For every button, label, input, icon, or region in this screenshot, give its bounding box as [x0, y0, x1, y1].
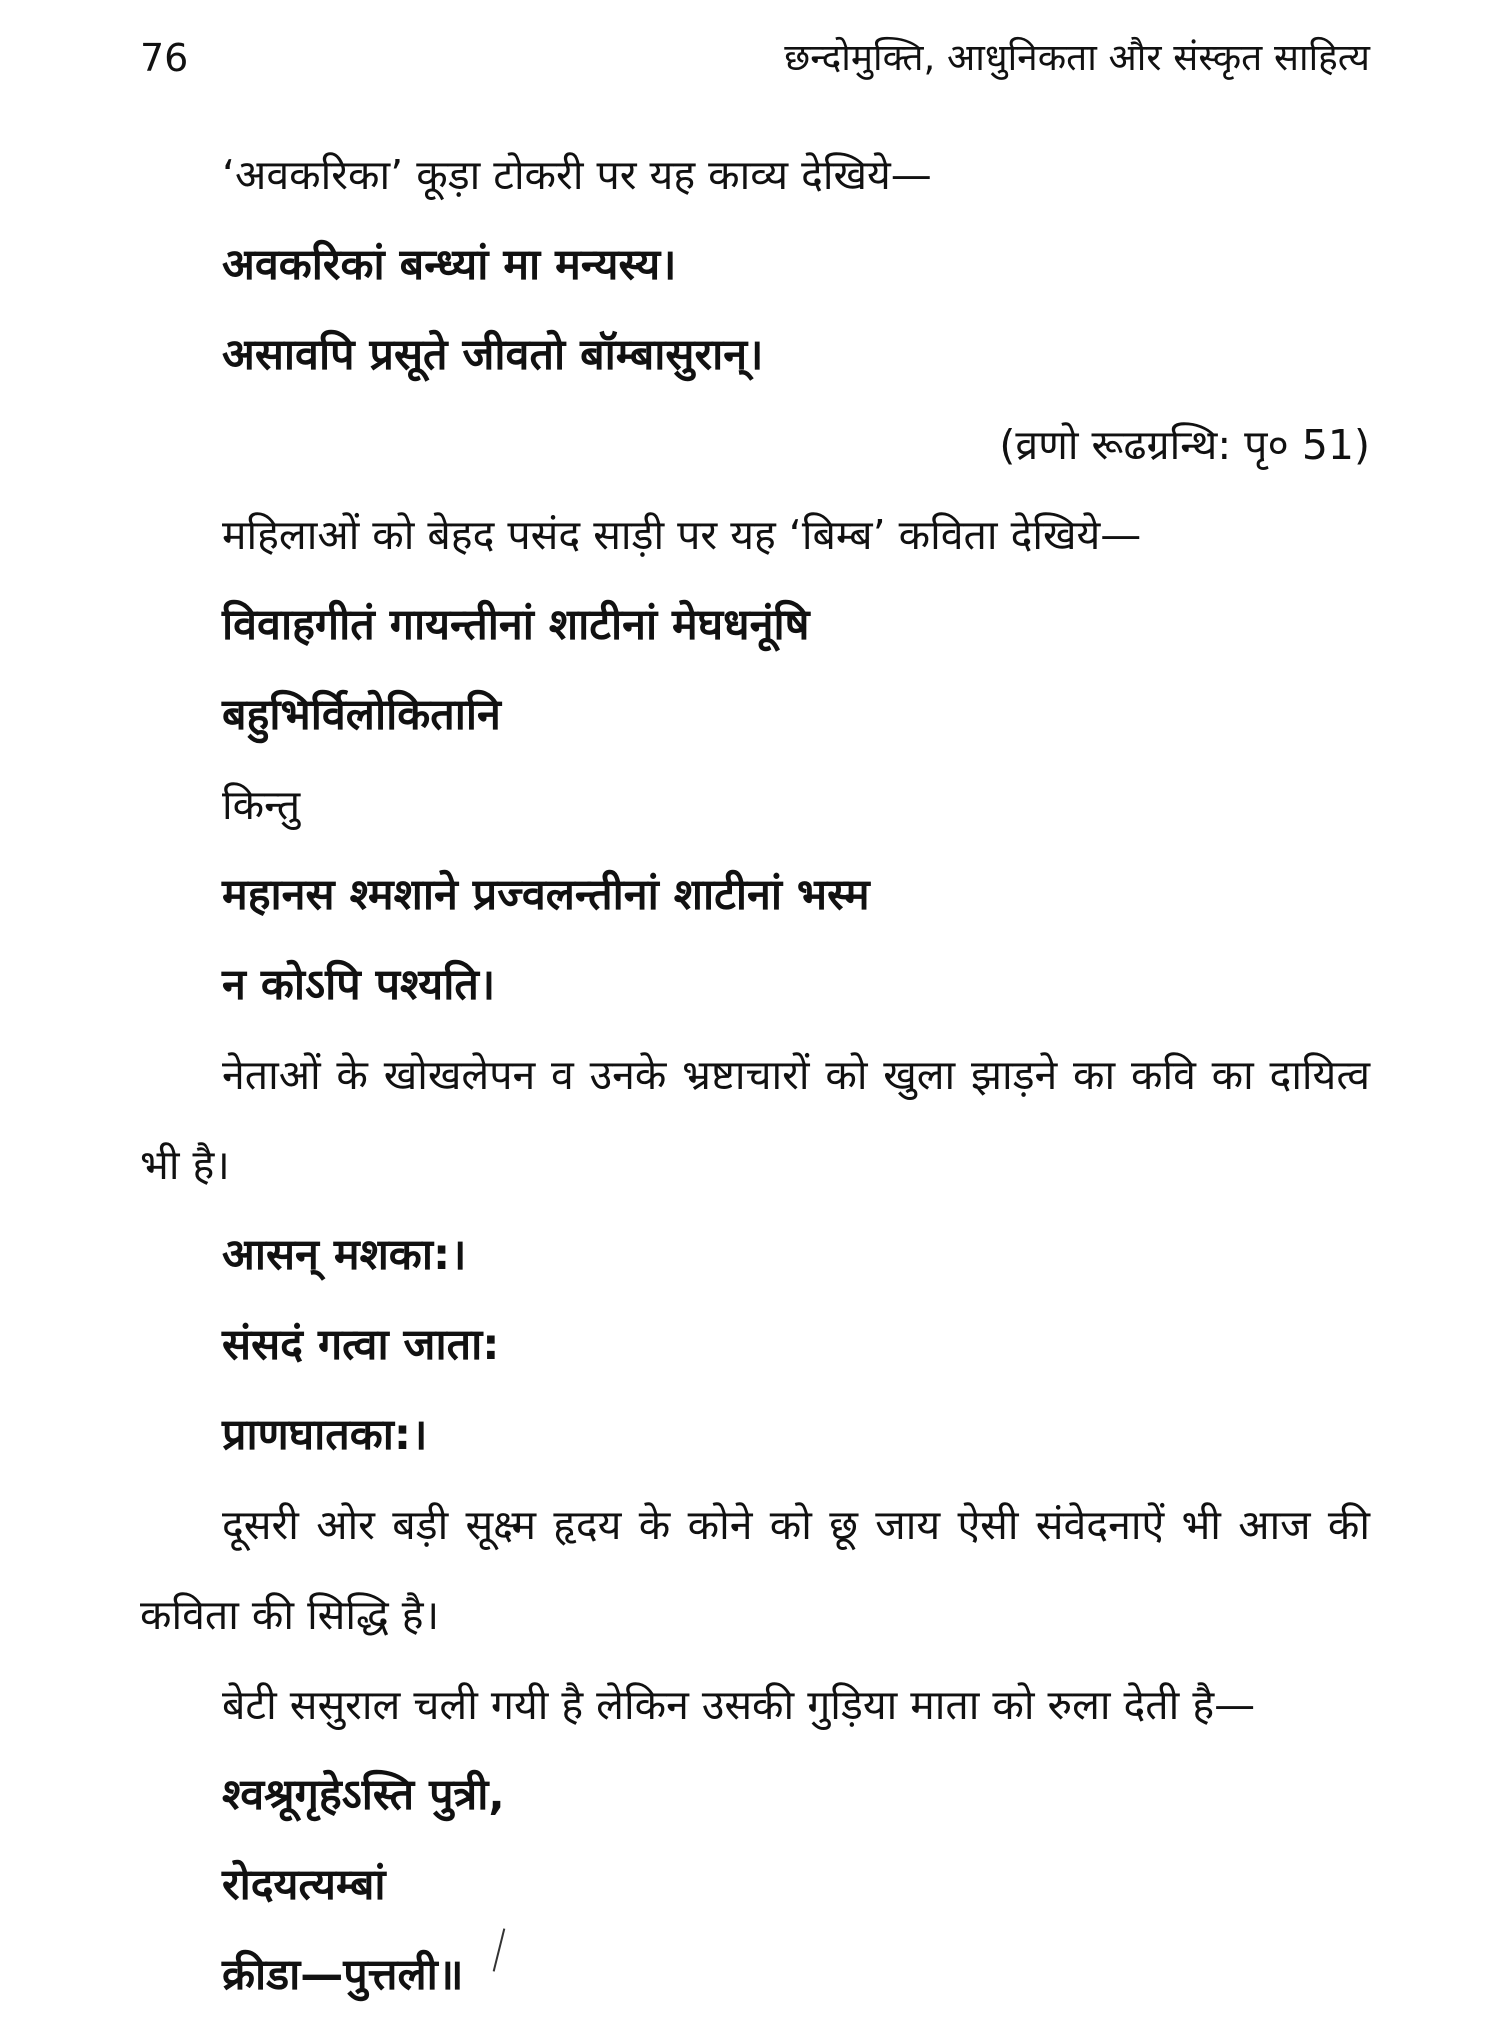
verse-line: रोदयत्यम्बां: [222, 1860, 386, 1910]
paragraph-beti: बेटी ससुराल चली गयी है लेकिन उसकी गुड़िया माता को रुला देती है—: [222, 1681, 1256, 1729]
citation: (व्रणो रूढग्रन्थि: पृ० 51): [999, 421, 1370, 469]
verse-line: बहुभिर्विलोकितानि: [222, 690, 501, 740]
page-header: [140, 28, 1370, 88]
intro-line-bimba: महिलाओं को बेहद पसंद साड़ी पर यह ‘बिम्ब’ कविता देखिये—: [222, 511, 1142, 559]
intro-line-avakarika: ‘अवकरिका’ कूड़ा टोकरी पर यह काव्य देखिये—: [222, 151, 932, 199]
conjunction-line: किन्तु: [222, 781, 301, 829]
verse-line: विवाहगीतं गायन्तीनां शाटीनां मेघधनूंषि: [222, 600, 810, 650]
verse-line: आसन् मशका:।: [222, 1230, 467, 1280]
paragraph-netaon: नेताओं के खोखलेपन व उनके भ्रष्टाचारों को खुला झाड़ने का कवि का दायित्व भी है।: [140, 1051, 1370, 1189]
verse-line: महानस श्मशाने प्रज्वलन्तीनां शाटीनां भस्म: [222, 870, 870, 920]
verse-line: प्राणघातका:।: [222, 1410, 428, 1460]
verse-line: क्रीडा—पुत्तली॥: [222, 1950, 464, 2000]
verse-line: न कोऽपि पश्यति।: [222, 960, 496, 1010]
verse-line: श्वश्रूगृहेऽस्ति पुत्री,: [222, 1770, 505, 1820]
verse-line: अवकरिकां बन्ध्यां मा मन्यस्य।: [222, 240, 677, 290]
running-title: छन्दोमुक्ति, आधुनिकता और संस्कृत साहित्य: [784, 36, 1370, 79]
paragraph-samvedana: दूसरी ओर बड़ी सूक्ष्म हृदय के कोने को छू जाय ऐसी संवेदनाऐं भी आज की कविता की सिद्धि है।: [140, 1501, 1370, 1639]
page-body: [140, 130, 1370, 2020]
verse-line: संसदं गत्वा जाता:: [222, 1320, 500, 1370]
page-number: 76: [140, 36, 189, 80]
verse-line: असावपि प्रसूते जीवतो बॉम्बासुरान्।: [222, 330, 764, 380]
